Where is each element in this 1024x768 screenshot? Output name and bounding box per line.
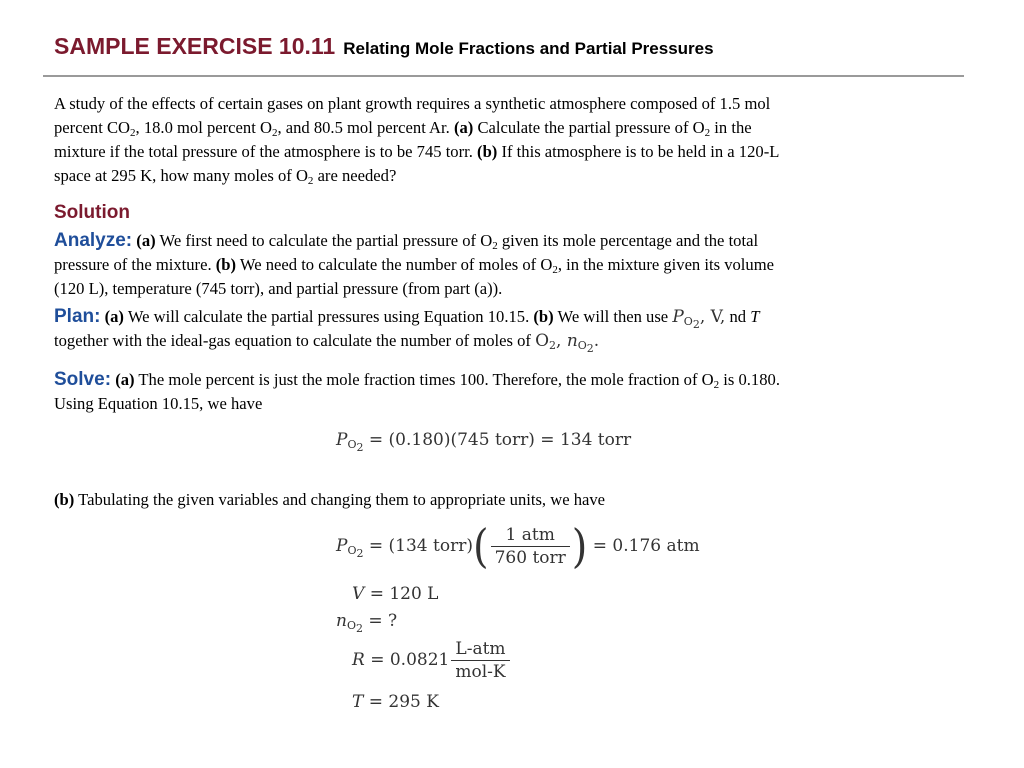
solution-heading-row <box>54 201 130 225</box>
subscript: 2 <box>130 127 136 139</box>
solve-section <box>54 368 780 416</box>
subscript: 2 <box>307 175 314 187</box>
text: We will calculate the partial pressures using Equation 10.15. <box>123 307 534 326</box>
part-label: (b) <box>54 490 75 509</box>
subscript: 2 <box>492 240 498 252</box>
part-label: (a) <box>136 231 156 250</box>
text: Calculate the partial pressure of O <box>473 118 705 137</box>
solve-b-line <box>54 488 605 512</box>
text: pressure of the mixture. <box>54 255 216 274</box>
equation-po2-a: $P_{O_2} = (0.180)(745$ torr) = 134 torr <box>336 430 632 454</box>
text: We need to calculate the number of moles of O <box>236 255 553 274</box>
right-paren: ) <box>571 520 588 573</box>
text: If this atmosphere is to be held in a 120-L <box>497 142 780 161</box>
subscript: 2 <box>704 127 711 139</box>
subscript: 2 <box>271 127 278 139</box>
problem-line <box>54 140 779 164</box>
text: given its mole percentage and the total <box>497 231 759 250</box>
text: is 0.180. <box>719 370 780 389</box>
equation-result: = 0.176 atm <box>592 536 700 556</box>
part-label: (b) <box>533 307 554 326</box>
problem-line <box>54 164 779 188</box>
header-divider <box>43 75 964 77</box>
solve-label: Solve: <box>54 369 112 390</box>
part-label: (a) <box>104 307 124 326</box>
plan-variables-math: $P_{O_2}$, V, <box>672 307 726 331</box>
equation-text: = (134 torr) <box>368 536 473 556</box>
solve-line <box>54 488 605 512</box>
solution-heading: Solution <box>54 202 130 223</box>
text: The mole percent is just the mole fraction times 100. Therefore, the mole fraction of O <box>134 370 714 389</box>
analyze-section <box>54 229 774 301</box>
equation-text: = 295 K <box>368 692 439 712</box>
slide-title: SAMPLE EXERCISE 10.11 <box>54 33 336 59</box>
analyze-line <box>54 229 774 253</box>
r-units-fraction <box>451 638 509 683</box>
equation-text: = 0.0821 <box>370 650 450 670</box>
slide-subtitle: Relating Mole Fractions and Partial Pressures <box>343 39 714 58</box>
solve-line <box>54 368 780 392</box>
equation-text: = 120 L <box>369 584 439 604</box>
slide-header <box>54 33 714 60</box>
analyze-label: Analyze: <box>54 230 133 251</box>
equation-r: R = 0.0821 $\frac{\text{L-atm}}{\text{mol-K}}$ <box>352 638 512 683</box>
subscript: O2 <box>683 315 700 331</box>
text: , and 80.5 mol percent Ar. <box>277 118 454 137</box>
text: nd <box>725 307 751 326</box>
part-label: (b) <box>215 255 237 274</box>
text: mixture if the total pressure of the atmosphere is to be 745 torr. <box>54 142 478 161</box>
problem-statement <box>54 92 779 188</box>
text: We first need to calculate the partial pressure of O <box>155 231 493 250</box>
part-label: (a) <box>453 118 474 137</box>
subscript: 2 <box>552 264 558 276</box>
fraction-denominator: mol-K <box>455 662 506 682</box>
equation-v: V = 120 L <box>352 584 439 604</box>
solve-line <box>54 392 780 416</box>
plan-section <box>54 305 759 353</box>
equation-rhs: = (0.180)(745 torr) = 134 torr <box>368 430 632 450</box>
analyze-line <box>54 277 774 301</box>
text: together with the ideal-gas equation to calculate the number of moles of <box>54 331 536 350</box>
left-paren: ( <box>472 520 489 573</box>
subscript: 2 <box>713 379 720 391</box>
text: , 18.0 mol percent O <box>135 118 272 137</box>
fraction-denominator: 760 torr <box>494 548 566 568</box>
part-label: (b) <box>477 142 498 161</box>
text: are needed? <box>313 166 397 185</box>
text: Using Equation 10.15, we have <box>54 394 263 413</box>
analyze-line <box>54 253 774 277</box>
math-var: T <box>750 307 760 326</box>
plan-moles-math: $O_2$, $n_{O_2}$. <box>535 331 600 355</box>
text: (120 L), temperature (745 torr), and partial pressure (from part (a)). <box>54 279 503 298</box>
problem-line <box>54 116 779 140</box>
plan-label: Plan: <box>54 306 101 327</box>
equation-po2-b: $P_{O_2} = (134$ torr)( $\frac{\text{1 atm}}{\text{760 torr}}$ ) = 0.176 atm <box>336 520 700 573</box>
text: A study of the effects of certain gases on plant growth requires a synthetic atmosphere composed of 1.5 mol <box>54 94 771 113</box>
text: in the <box>710 118 752 137</box>
part-label: (a) <box>115 370 135 389</box>
equation-t: T = 295 K <box>352 692 439 712</box>
conversion-fraction <box>491 524 570 569</box>
plan-line <box>54 329 759 353</box>
fraction-numerator: L-atm <box>451 638 509 661</box>
problem-line <box>54 92 779 116</box>
equation-text: = ? <box>368 611 398 631</box>
equation-n: $n_{O_2}$ = ? <box>336 611 398 635</box>
text: , in the mixture given its volume <box>557 255 774 274</box>
text: We will then use <box>553 307 673 326</box>
text: percent CO <box>54 118 131 137</box>
plan-line <box>54 305 759 329</box>
math-text: , V, <box>699 307 726 327</box>
text: space at 295 K, how many moles of O <box>54 166 308 185</box>
text: Tabulating the given variables and changing them to appropriate units, we have <box>74 490 606 509</box>
fraction-numerator: 1 atm <box>491 524 570 547</box>
